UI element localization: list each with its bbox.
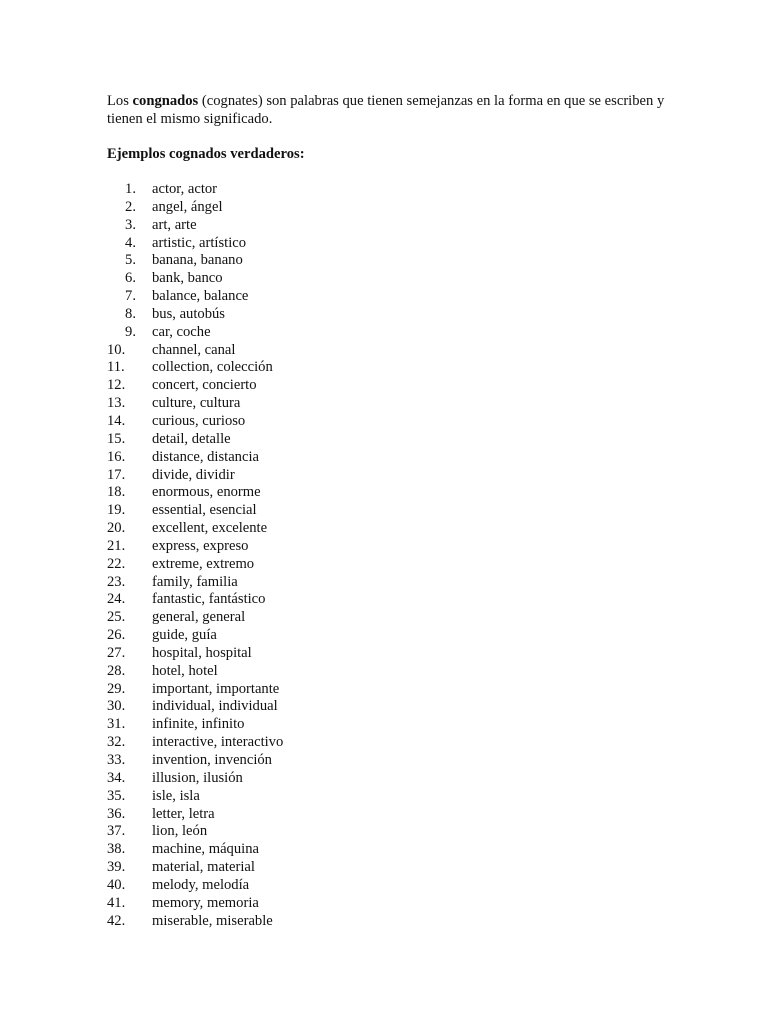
list-item-gap bbox=[136, 306, 152, 324]
list-item bbox=[107, 752, 283, 770]
list-item bbox=[107, 591, 283, 609]
list-item-text: family, familia bbox=[152, 573, 238, 590]
list-item-text: excellent, excelente bbox=[152, 520, 268, 537]
list-item bbox=[107, 716, 283, 734]
list-item-text: angel, ángel bbox=[152, 198, 223, 215]
list-item-number: 16. bbox=[107, 448, 126, 465]
list-item-number: 35. bbox=[107, 787, 126, 804]
list-item-gap bbox=[136, 324, 152, 342]
list-item bbox=[107, 502, 283, 520]
list-item bbox=[107, 788, 283, 806]
list-item-text: curious, curioso bbox=[152, 412, 246, 429]
list-item-text: bus, autobús bbox=[152, 305, 225, 322]
list-item-text: invention, invención bbox=[152, 752, 272, 768]
list-item-number: 34. bbox=[107, 769, 126, 786]
list-item-number: 38. bbox=[107, 841, 126, 858]
list-item bbox=[107, 538, 283, 556]
list-item-text: enormous, enorme bbox=[152, 484, 261, 501]
list-item-number: 27. bbox=[107, 644, 126, 661]
list-item-text: general, general bbox=[152, 609, 246, 626]
list-item-number: 24. bbox=[107, 591, 126, 608]
list-item-number: 41. bbox=[107, 894, 126, 911]
list-item-number: 20. bbox=[107, 520, 126, 537]
list-item-number: 31. bbox=[107, 716, 126, 733]
list-item-number: 32. bbox=[107, 734, 126, 751]
list-item-number: 5. bbox=[125, 252, 136, 269]
list-item-number: 28. bbox=[107, 662, 126, 679]
list-item-text: important, importante bbox=[152, 680, 280, 697]
list-item bbox=[107, 377, 283, 395]
list-item-gap bbox=[136, 217, 152, 235]
list-item bbox=[107, 877, 283, 895]
list-item-text: bank, banco bbox=[152, 270, 223, 287]
list-item bbox=[107, 913, 283, 931]
list-item bbox=[107, 770, 283, 788]
list-item-text: extreme, extremo bbox=[152, 555, 255, 572]
list-item-text: concert, concierto bbox=[152, 377, 257, 394]
list-item-text: channel, canal bbox=[152, 341, 236, 358]
list-item-text: express, expreso bbox=[152, 537, 249, 554]
list-item-text: fantastic, fantástico bbox=[152, 591, 266, 608]
list-item-text: interactive, interactivo bbox=[152, 734, 284, 751]
list-item-number: 8. bbox=[125, 305, 136, 322]
list-item bbox=[107, 342, 283, 360]
intro-text-before: Los bbox=[107, 93, 133, 109]
list-item-gap bbox=[136, 252, 152, 270]
list-item-number: 13. bbox=[107, 395, 126, 412]
list-item-number: 37. bbox=[107, 823, 126, 840]
list-item-number: 7. bbox=[125, 288, 136, 305]
list-item-number: 30. bbox=[107, 698, 126, 715]
list-item bbox=[107, 449, 283, 467]
list-item bbox=[107, 698, 283, 716]
list-item-number: 42. bbox=[107, 912, 126, 929]
list-item bbox=[107, 235, 283, 253]
list-item-text: memory, memoria bbox=[152, 894, 259, 911]
list-item-gap bbox=[136, 288, 152, 306]
list-item-text: machine, máquina bbox=[152, 841, 259, 858]
list-item-text: divide, dividir bbox=[152, 466, 235, 483]
list-item bbox=[107, 627, 283, 645]
list-item-gap bbox=[136, 270, 152, 288]
list-item-text: infinite, infinito bbox=[152, 716, 245, 733]
list-item-number: 12. bbox=[107, 377, 126, 394]
list-item bbox=[107, 217, 283, 235]
list-item-text: actor, actor bbox=[152, 181, 218, 197]
list-item bbox=[107, 841, 283, 859]
list-item-number: 29. bbox=[107, 680, 126, 697]
list-item-number: 21. bbox=[107, 537, 126, 554]
list-item-text: essential, esencial bbox=[152, 502, 257, 519]
intro-text-after: (cognates) son palabras que tienen semejanzas en la forma en que se escriben y tienen el mismo significado. bbox=[107, 93, 665, 127]
list-item bbox=[107, 484, 283, 502]
list-item-text: guide, guía bbox=[152, 627, 217, 644]
list-item-number: 2. bbox=[125, 198, 136, 215]
list-item-number: 36. bbox=[107, 805, 126, 822]
list-item bbox=[107, 859, 283, 877]
list-item bbox=[107, 199, 283, 217]
list-item bbox=[107, 181, 283, 199]
list-item-text: miserable, miserable bbox=[152, 912, 273, 929]
cognate-list bbox=[107, 181, 283, 930]
list-item-number: 22. bbox=[107, 555, 126, 572]
list-item bbox=[107, 359, 283, 377]
list-item-number: 4. bbox=[125, 234, 136, 251]
list-item-number: 39. bbox=[107, 859, 126, 876]
list-item bbox=[107, 270, 283, 288]
list-item bbox=[107, 574, 283, 592]
list-item bbox=[107, 413, 283, 431]
list-item bbox=[107, 395, 283, 413]
list-item-text: melody, melodía bbox=[152, 876, 250, 893]
list-item-text: car, coche bbox=[152, 323, 211, 340]
list-item bbox=[107, 645, 283, 663]
list-item-number: 3. bbox=[125, 216, 136, 233]
list-item-number: 15. bbox=[107, 430, 126, 447]
list-item-text: individual, individual bbox=[152, 698, 278, 715]
list-item bbox=[107, 663, 283, 681]
list-item bbox=[107, 734, 283, 752]
list-item-text: balance, balance bbox=[152, 288, 249, 305]
list-item-text: banana, banano bbox=[152, 252, 243, 269]
list-item bbox=[107, 467, 283, 485]
list-item-number: 26. bbox=[107, 627, 126, 644]
list-item-text: artistic, artístico bbox=[152, 234, 247, 251]
list-item-gap bbox=[136, 235, 152, 253]
list-item-number: 10. bbox=[107, 341, 126, 358]
list-item-number: 9. bbox=[125, 323, 136, 340]
list-item bbox=[107, 306, 283, 324]
list-item bbox=[107, 806, 283, 824]
list-item-number: 23. bbox=[107, 573, 126, 590]
list-item-number: 17. bbox=[107, 466, 126, 483]
list-item-gap bbox=[136, 181, 152, 199]
list-item-number: 1. bbox=[125, 181, 136, 197]
list-item-text: detail, detalle bbox=[152, 430, 231, 447]
list-item-number: 33. bbox=[107, 752, 126, 768]
list-item bbox=[107, 895, 283, 913]
list-item-gap bbox=[136, 199, 152, 217]
list-item-number: 14. bbox=[107, 412, 126, 429]
list-item bbox=[107, 431, 283, 449]
intro-paragraph bbox=[107, 92, 667, 128]
list-item-number: 11. bbox=[107, 359, 125, 376]
list-item bbox=[107, 324, 283, 342]
list-item-text: hotel, hotel bbox=[152, 662, 218, 679]
list-item-text: collection, colección bbox=[152, 359, 273, 376]
list-item-text: distance, distancia bbox=[152, 448, 259, 465]
list-item-text: isle, isla bbox=[152, 787, 200, 804]
list-item bbox=[107, 520, 283, 538]
list-item bbox=[107, 681, 283, 699]
list-item-text: material, material bbox=[152, 859, 255, 876]
list-item bbox=[107, 556, 283, 574]
list-item-number: 40. bbox=[107, 876, 126, 893]
list-item-number: 6. bbox=[125, 270, 136, 287]
list-item-text: culture, cultura bbox=[152, 395, 241, 412]
list-item bbox=[107, 609, 283, 627]
list-item-number: 25. bbox=[107, 609, 126, 626]
list-item-text: hospital, hospital bbox=[152, 644, 252, 661]
list-item-number: 19. bbox=[107, 502, 126, 519]
list-item-text: art, arte bbox=[152, 216, 197, 233]
list-item-text: lion, león bbox=[152, 823, 208, 840]
list-item bbox=[107, 252, 283, 270]
intro-bold-term: congnados bbox=[132, 93, 199, 109]
list-item-text: illusion, ilusión bbox=[152, 769, 243, 786]
list-item bbox=[107, 823, 283, 841]
list-item-number: 18. bbox=[107, 484, 126, 501]
section-heading: Ejemplos cognados verdaderos: bbox=[107, 146, 305, 162]
list-item bbox=[107, 288, 283, 306]
list-item-text: letter, letra bbox=[152, 805, 215, 822]
